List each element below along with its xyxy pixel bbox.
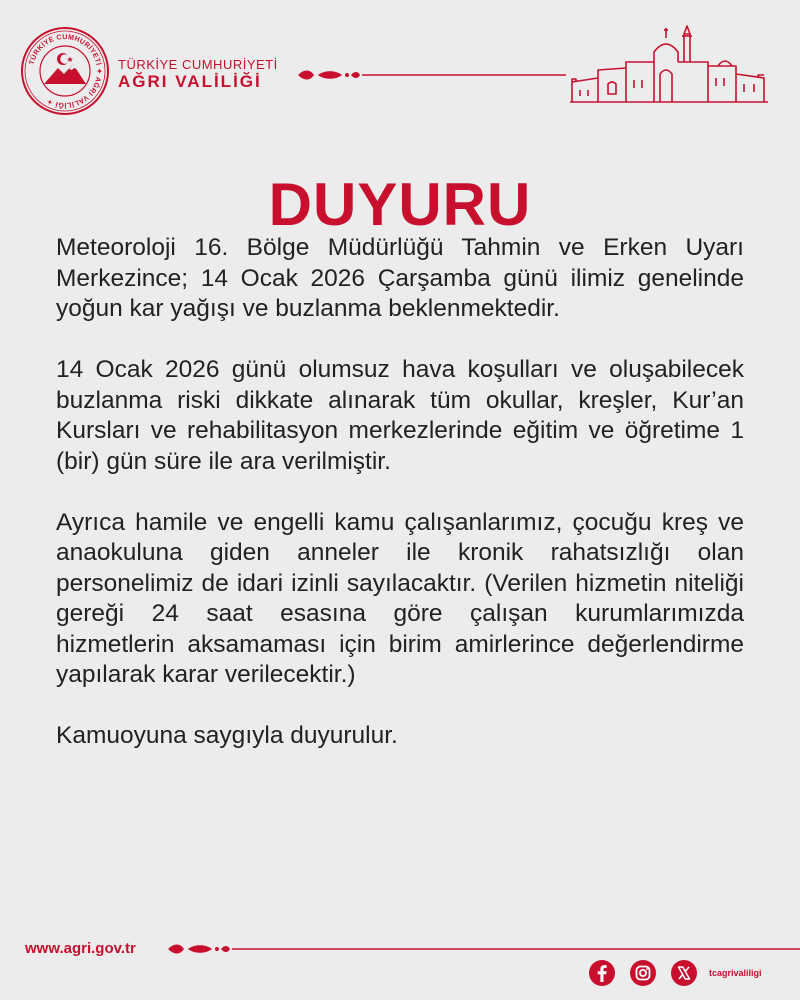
paragraph-administrative-leave: Ayrıca hamile ve engelli kamu çalışanlarımız, çocuğu kreş ve anaokuluna giden anneler ile kronik rahatsızlığı olan personelimiz de idari izinli sayılacaktır. (Verilen hizmetin niteliği gereği 24 saat esasına göre çalışan kurumlarımızda hizmetlerin aksamaması için birim amirlerince değerlendirme yapılarak karar verilecektir.)	[56, 508, 744, 688]
svg-text:TÜRKİYE CUMHURİYETİ ✦ AĞRI VAL: TÜRKİYE CUMHURİYETİ ✦ AĞRI VALİLİĞİ ✦	[28, 33, 103, 109]
paragraph-weather-warning: Meteoroloji 16. Bölge Müdürlüğü Tahmin ve Erken Uyarı Merkezince; 14 Ocak 2026 Çarşamba günü ilimiz genelinde yoğun kar yağışı ve buzlanma beklenmektedir.	[56, 234, 744, 322]
footer-ornament-divider	[166, 941, 800, 957]
governorship-title	[118, 58, 278, 92]
header-ornament-divider	[296, 67, 566, 83]
gov-title-line1: TÜRKİYE CUMHURİYETİ	[118, 57, 278, 72]
paragraph-school-closure: 14 Ocak 2026 günü olumsuz hava koşulları ve oluşabilecek buzlanma riski dikkate alınarak tüm okullar, kreşler, Kur’an Kursları ve rehabilitasyon merkezlerinde eğitim ve öğretime 1 (bir) gün süre ile ara verilmiştir.	[56, 356, 744, 475]
announcement-body	[56, 233, 744, 752]
x-icon[interactable]	[670, 959, 698, 987]
gov-title-line2: AĞRI VALİLİĞİ	[118, 72, 262, 92]
social-handle[interactable]: tcagrivaliligi	[709, 968, 762, 978]
ishak-pasha-palace-icon	[568, 22, 770, 110]
announcement-title: DUYURU	[268, 171, 532, 238]
instagram-icon[interactable]	[629, 959, 657, 987]
paragraph-closing: Kamuoyuna saygıyla duyurulur.	[56, 722, 398, 749]
social-links	[588, 958, 762, 988]
governorship-seal-icon	[20, 26, 110, 116]
facebook-icon[interactable]	[588, 959, 616, 987]
website-link[interactable]: www.agri.gov.tr	[25, 940, 136, 957]
